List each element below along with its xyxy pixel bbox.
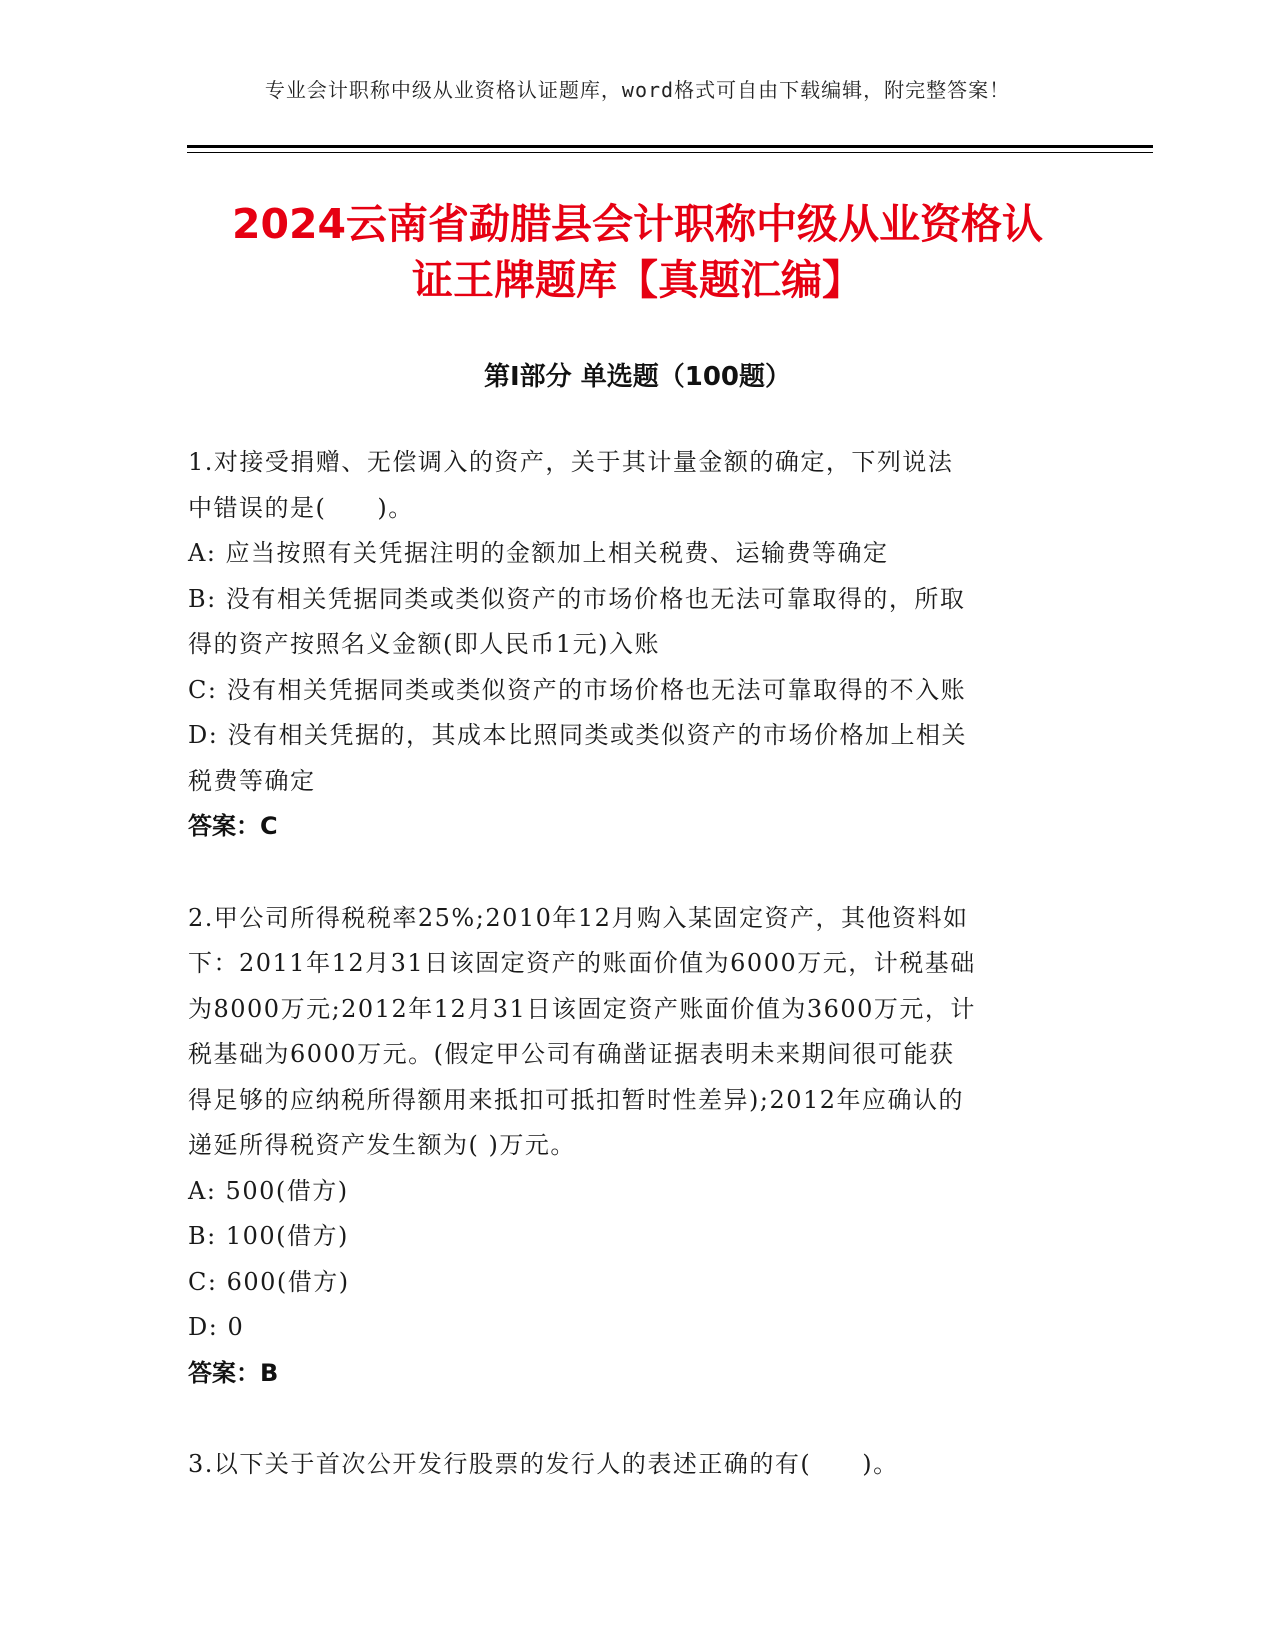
option-d: D: 没有相关凭据的，其成本比照同类或类似资产的市场价格加上相关	[188, 721, 967, 749]
question-2	[188, 896, 1088, 1397]
option-b: B: 100(借方)	[188, 1222, 349, 1250]
document-title-line-1: 2024云南省勐腊县会计职称中级从业资格认	[231, 200, 1044, 248]
option-c: C: 600(借方)	[188, 1267, 350, 1296]
option-a: A: 500(借方)	[188, 1176, 349, 1205]
option-b: B: 没有相关凭据同类或类似资产的市场价格也无法可靠取得的，所取	[188, 584, 966, 613]
question-stem-line: 得足够的应纳税所得额用来抵扣可抵扣暂时性差异);2012年应确认的	[188, 1085, 965, 1114]
question-stem-line: 为8000万元;2012年12月31日该固定资产账面价值为3600万元，计	[188, 994, 976, 1023]
header-divider-thin	[187, 152, 1153, 153]
answer-label: 答案：B	[188, 1358, 279, 1387]
question-3	[188, 1442, 1088, 1488]
header-divider-thick	[187, 145, 1153, 148]
answer-label: 答案：C	[188, 812, 278, 840]
question-stem-line: 中错误的是( )。	[188, 493, 414, 522]
question-stem-line: 税基础为6000万元。(假定甲公司有确凿证据表明未来期间很可能获	[188, 1040, 955, 1068]
question-stem-line: 1.对接受捐赠、无偿调入的资产，关于其计量金额的确定，下列说法	[188, 448, 954, 476]
header-note: 专业会计职称中级从业资格认证题库，word格式可自由下载编辑，附完整答案！	[264, 78, 1011, 102]
question-stem-line: 2.甲公司所得税税率25%;2010年12月购入某固定资产，其他资料如	[188, 903, 969, 932]
document-title-line-2: 证王牌题库【真题汇编】	[412, 256, 863, 304]
option-d: D: 0	[188, 1313, 245, 1341]
section-title: 第I部分 单选题（100题）	[484, 362, 791, 392]
option-d-continued: 税费等确定	[188, 766, 316, 795]
document-title	[120, 196, 1155, 308]
question-stem-line: 3.以下关于首次公开发行股票的发行人的表述正确的有( )。	[188, 1450, 899, 1478]
question-stem-line: 递延所得税资产发生额为( )万元。	[188, 1131, 576, 1159]
option-b-continued: 得的资产按照名义金额(即人民币1元)入账	[188, 630, 660, 658]
question-1	[188, 440, 1088, 850]
question-list	[188, 440, 1088, 1534]
option-a: A: 应当按照有关凭据注明的金额加上相关税费、运输费等确定	[188, 539, 889, 567]
option-c: C: 没有相关凭据同类或类似资产的市场价格也无法可靠取得的不入账	[188, 675, 967, 704]
question-stem-line: 下：2011年12月31日该固定资产的账面价值为6000万元，计税基础	[188, 949, 976, 977]
